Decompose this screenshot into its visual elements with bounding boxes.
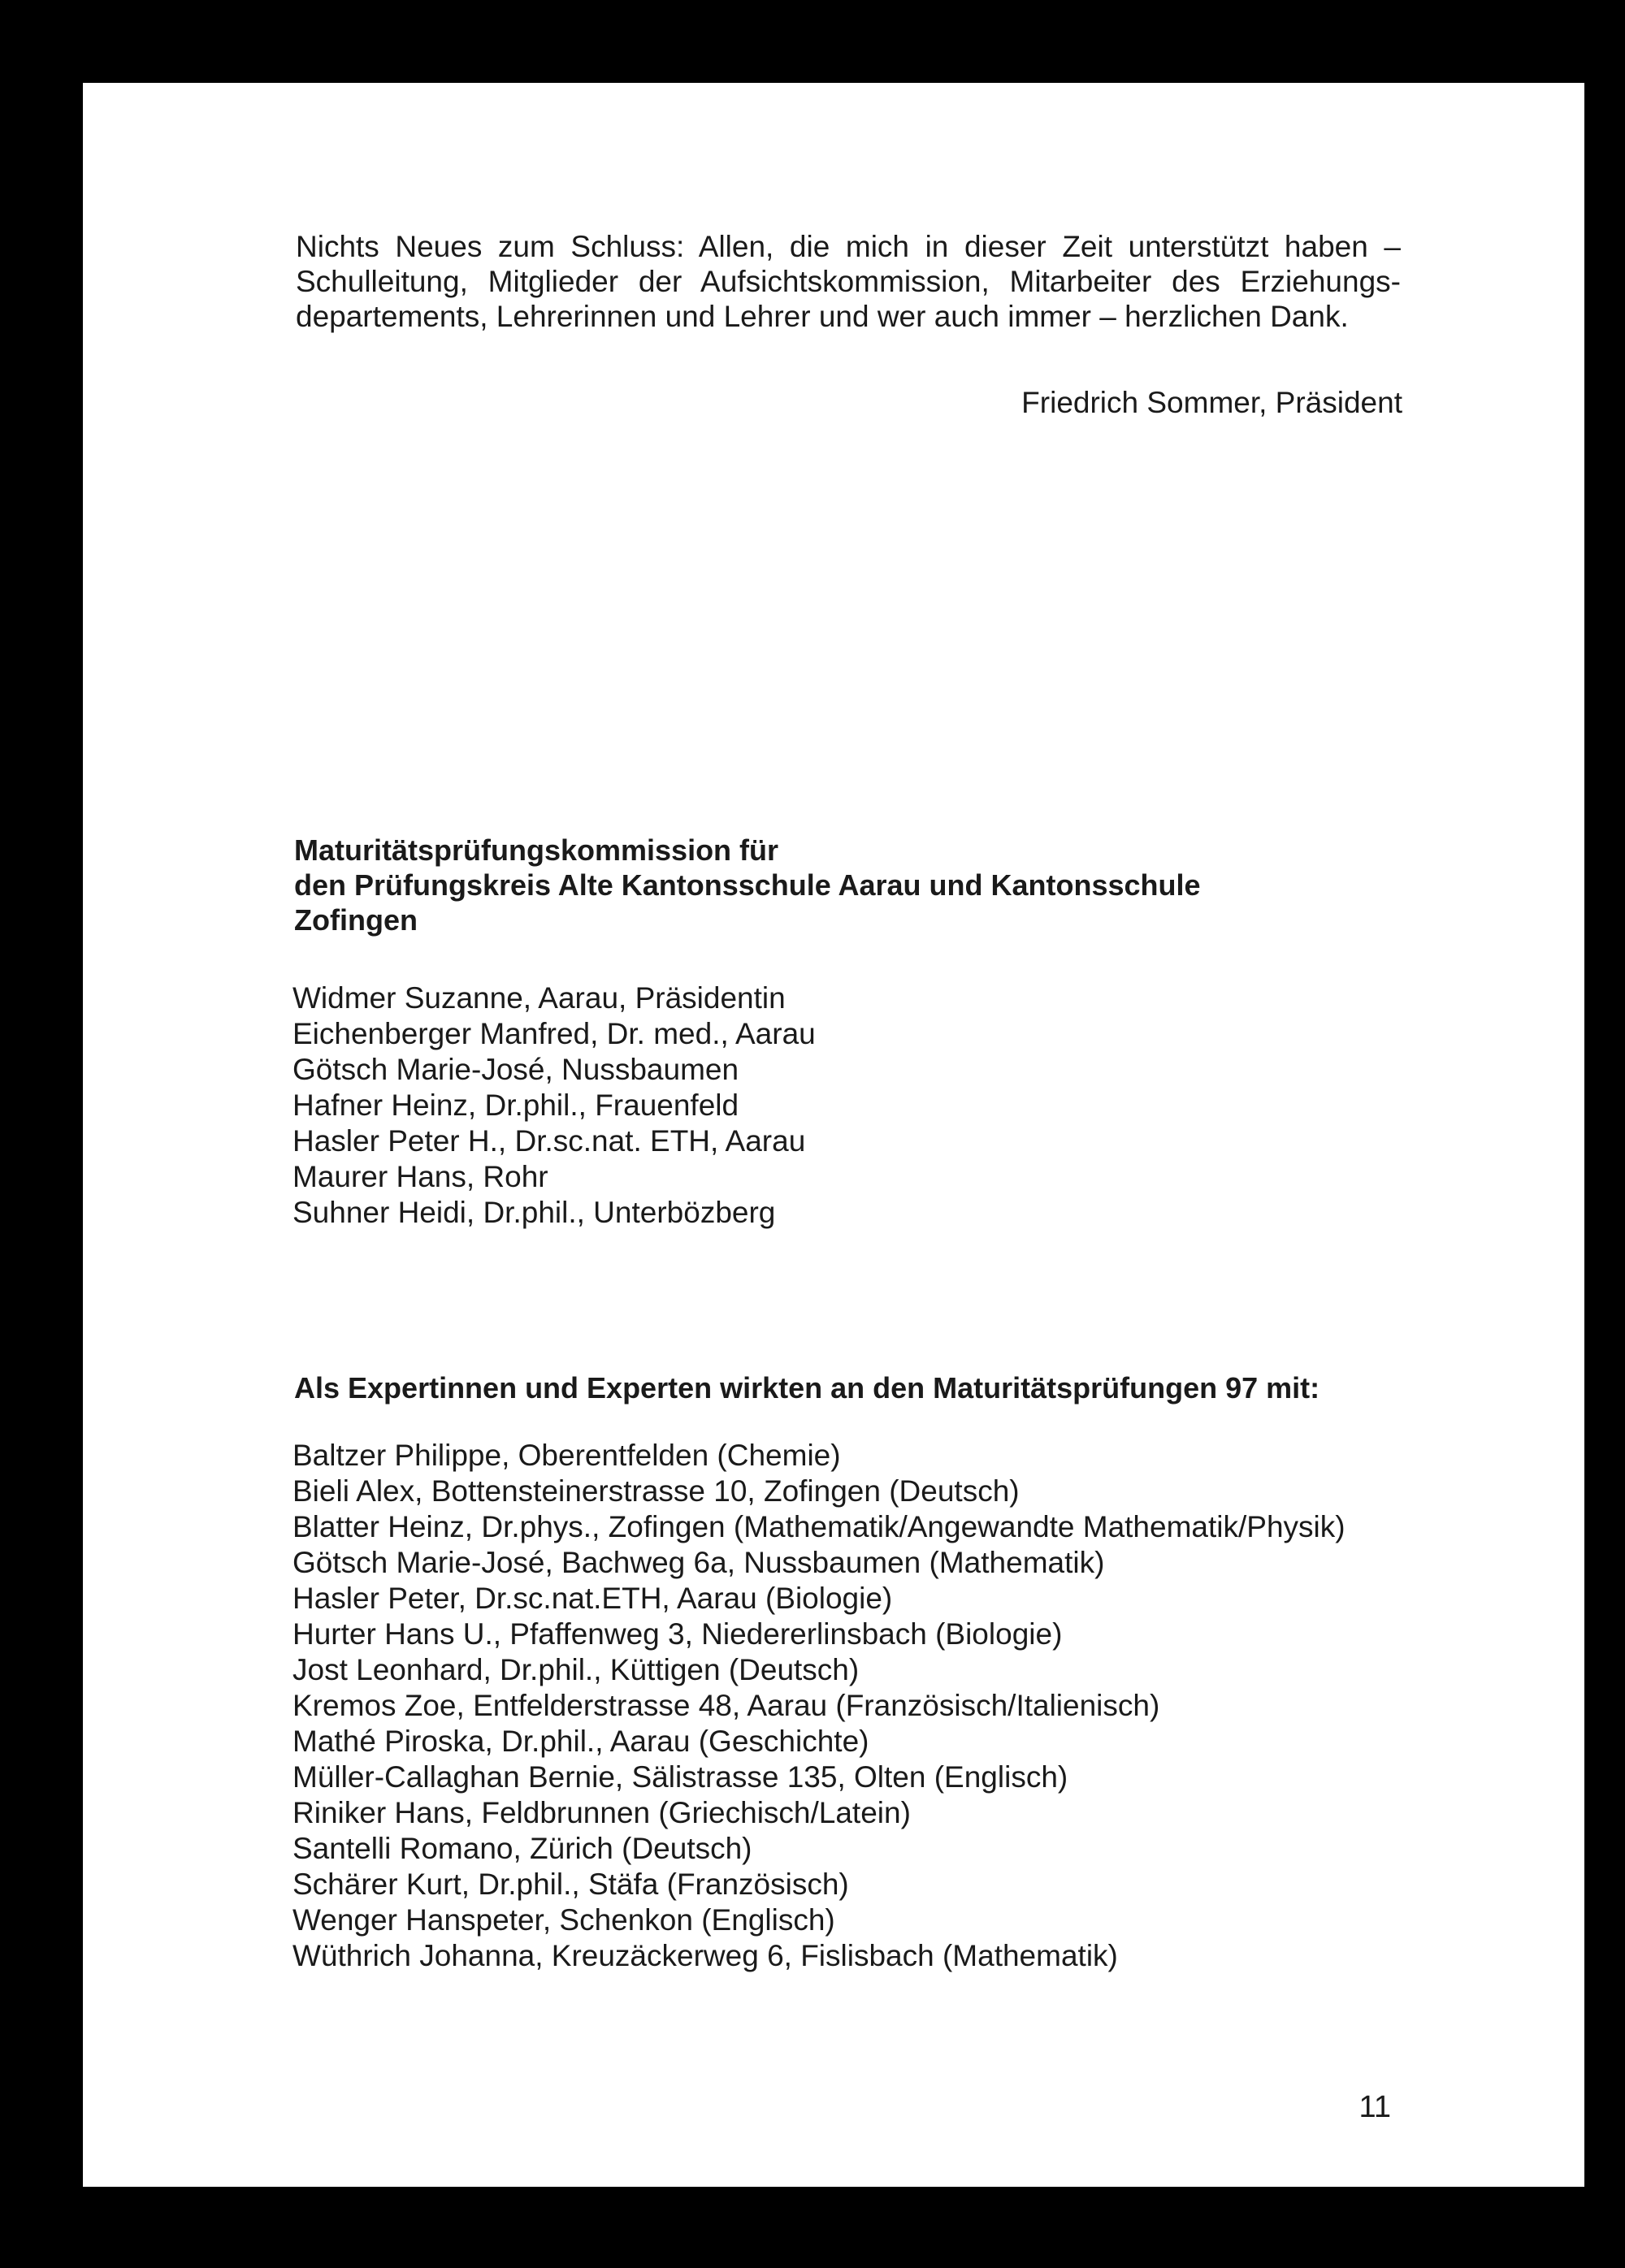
list-item: Kremos Zoe, Entfelderstrasse 48, Aarau (Französisch/Italienisch) xyxy=(292,1689,1160,1722)
experts-list xyxy=(292,1438,1346,1974)
list-item: Wüthrich Johanna, Kreuzäckerweg 6, Fislisbach (Mathematik) xyxy=(292,1939,1118,1972)
list-item: Widmer Suzanne, Aarau, Präsidentin xyxy=(292,981,786,1015)
heading-line: Maturitätsprüfungskommission für xyxy=(294,833,779,867)
paragraph-line: Nichts Neues zum Schluss: Allen, die mich in dieser Zeit unterstützt haben – xyxy=(296,230,1401,263)
list-item: Santelli Romano, Zürich (Deutsch) xyxy=(292,1832,752,1865)
closing-paragraph xyxy=(296,229,1401,334)
commission-member-list xyxy=(292,980,816,1231)
list-item: Müller-Callaghan Bernie, Sälistrasse 135, Olten (Englisch) xyxy=(292,1760,1068,1794)
list-item: Hurter Hans U., Pfaffenweg 3, Niedererlinsbach (Biologie) xyxy=(292,1617,1063,1651)
signature: Friedrich Sommer, Präsident xyxy=(1021,386,1402,419)
commission-heading xyxy=(294,833,1201,937)
list-item: Riniker Hans, Feldbrunnen (Griechisch/Latein) xyxy=(292,1796,911,1829)
list-item: Schärer Kurt, Dr.phil., Stäfa (Französisch) xyxy=(292,1868,849,1901)
list-item: Hasler Peter, Dr.sc.nat.ETH, Aarau (Biologie) xyxy=(292,1582,893,1615)
list-item: Hasler Peter H., Dr.sc.nat. ETH, Aarau xyxy=(292,1124,806,1158)
paragraph-line: Schulleitung, Mitglieder der Aufsichtskommission, Mitarbeiter des Erziehungs- xyxy=(296,265,1401,298)
list-item: Jost Leonhard, Dr.phil., Küttigen (Deutsch) xyxy=(292,1653,860,1686)
heading-line: den Prüfungskreis Alte Kantonsschule Aarau und Kantonsschule xyxy=(294,868,1201,902)
page-number: 11 xyxy=(1358,2090,1391,2124)
list-item: Mathé Piroska, Dr.phil., Aarau (Geschichte) xyxy=(292,1725,869,1758)
paragraph-line: departements, Lehrerinnen und Lehrer und wer auch immer – herzlichen Dank. xyxy=(296,300,1349,333)
list-item: Wenger Hanspeter, Schenkon (Englisch) xyxy=(292,1903,835,1937)
list-item: Bieli Alex, Bottensteinerstrasse 10, Zofingen (Deutsch) xyxy=(292,1474,1020,1508)
heading-line: Zofingen xyxy=(294,903,418,937)
experts-heading: Als Expertinnen und Experten wirkten an den Maturitätsprüfungen 97 mit: xyxy=(294,1371,1320,1405)
list-item: Maurer Hans, Rohr xyxy=(292,1160,548,1193)
list-item: Suhner Heidi, Dr.phil., Unterbözberg xyxy=(292,1196,776,1229)
list-item: Baltzer Philippe, Oberentfelden (Chemie) xyxy=(292,1439,841,1472)
list-item: Hafner Heinz, Dr.phil., Frauenfeld xyxy=(292,1089,739,1122)
list-item: Eichenberger Manfred, Dr. med., Aarau xyxy=(292,1017,816,1050)
list-item: Götsch Marie-José, Bachweg 6a, Nussbaumen (Mathematik) xyxy=(292,1546,1105,1579)
list-item: Blatter Heinz, Dr.phys., Zofingen (Mathematik/Angewandte Mathematik/Physik) xyxy=(292,1510,1346,1543)
list-item: Götsch Marie-José, Nussbaumen xyxy=(292,1053,739,1086)
